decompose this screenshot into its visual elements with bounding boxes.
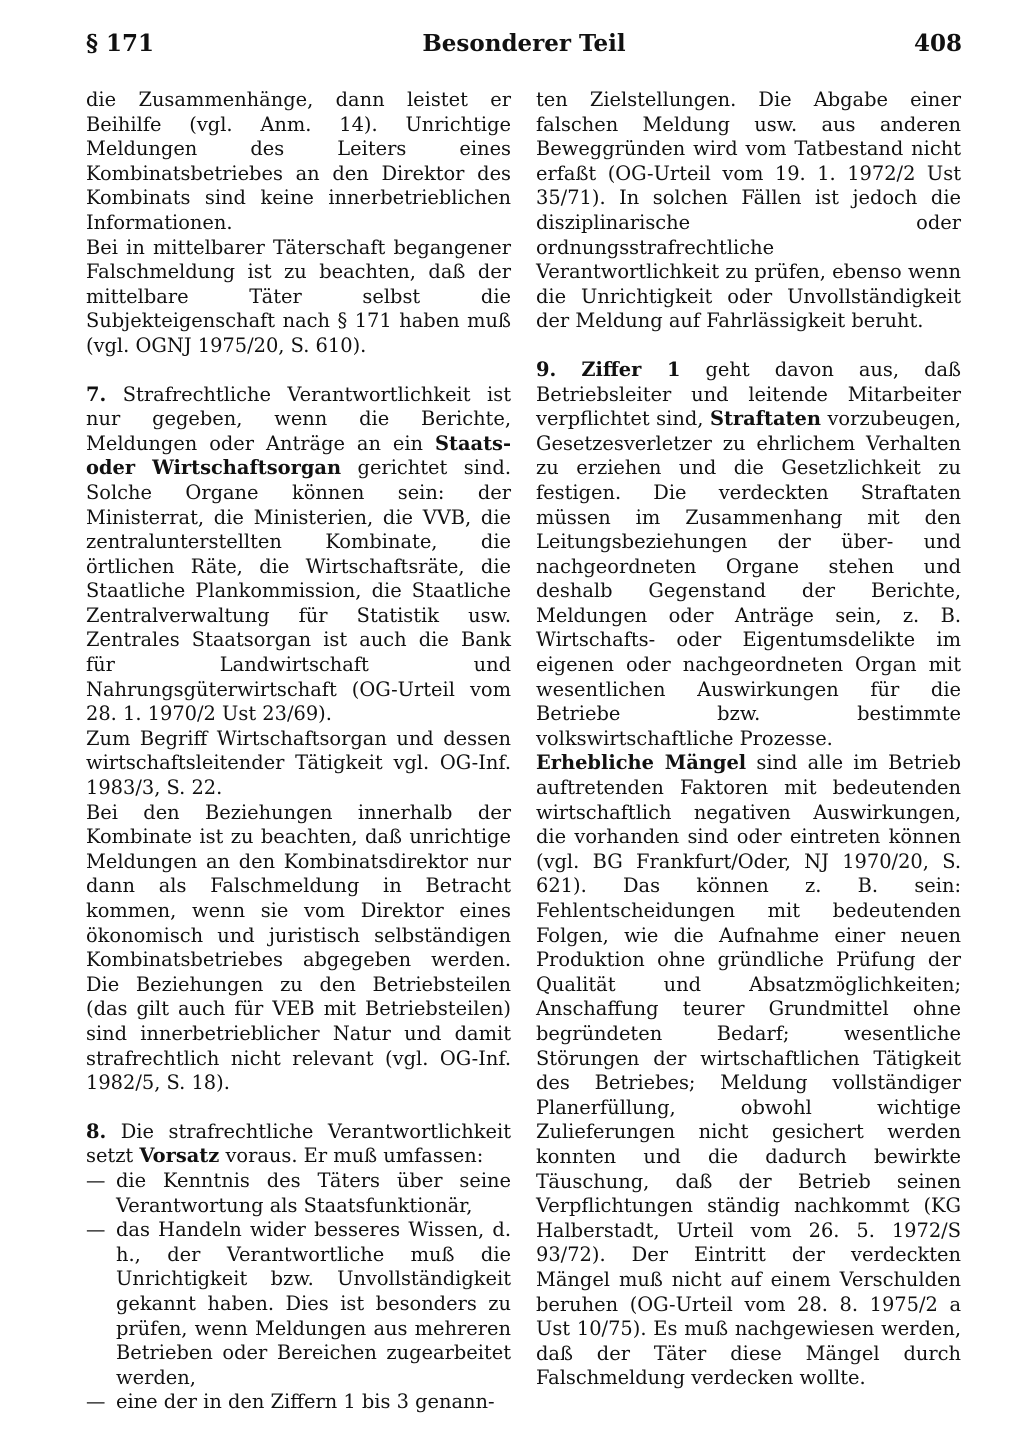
annotation-7 — [86, 383, 511, 727]
annotation-text: Strafrechtliche Verantwortlichkeit ist nur gegeben, wenn die Berichte, Meldungen oder Anträge an ein — [86, 382, 511, 455]
dash-list — [86, 1169, 511, 1415]
bold-term: Erhebliche Mängel — [536, 751, 747, 775]
annotation-number: 8. — [86, 1119, 107, 1143]
paragraph — [536, 751, 961, 1390]
annotation-number: 9. — [536, 357, 557, 381]
bold-term: Staats- oder Wirtschaftsorgan — [86, 431, 512, 480]
bold-term: Ziffer 1 — [581, 357, 681, 381]
page-number: 408 — [913, 30, 962, 57]
annotation-text: geht davon aus, daß Betriebsleiter und leitende Mitarbeiter verpflichtet sind, — [536, 357, 962, 431]
paragraph: Bei in mittelbarer Täterschaft begangener Falschmeldung ist zu beachten, daß der mittelbare Täter selbst die Subjekteigenschaft nach § 171 haben muß (vgl. OGNJ 1975/20, S. 610). — [86, 235, 511, 357]
paragraph: ten Zielstellungen. Die Abgabe einer falschen Meldung usw. aus anderen Beweggründen wird vom Tatbestand nicht erfaßt (OG-Urteil vom 19. 1. 1972/2 Ust 35/71). In solchen Fällen ist jedoch die disziplinarische oder ordnungsstrafrechtliche Verantwortlichkeit zu prüfen, ebenso wenn die Unrichtigkeit oder Unvollständigkeit der Meldung auf Fahrlässigkeit beruht. — [536, 88, 961, 333]
page-header — [86, 30, 962, 66]
running-title: Besonderer Teil — [422, 30, 626, 57]
right-column — [536, 88, 961, 1391]
annotation-text: vorzubeugen, Gesetzesverletzer zu ehrlichem Verhalten zu erziehen und die Gesetzlichkeit zu festigen. Die verdeckten Straftaten müssen im Zusammenhang mit den Leitungsbeziehungen der über- und nachgeordneten Organe stehen und deshalb Gegenstand der Berichte, Meldungen oder Anträge sein, z. B. Wirtschafts- oder Eigentumsdelikte im eigenen oder nachgeordneten Organ mit wesentlichen Auswirkungen für die Betriebe bzw. bestimmte volkswirtschaftliche Prozesse. — [536, 407, 961, 750]
bold-term: Straftaten — [709, 407, 821, 431]
left-column — [86, 88, 511, 1415]
annotation-8 — [86, 1120, 511, 1169]
annotation-text: Die strafrechtliche Verantwortlichkeit setzt — [86, 1119, 511, 1168]
list-item: — das Handeln wider besseres Wissen, d. h., der Verantwortliche muß die Unrichtigkeit bzw. Unvollständigkeit gekannt haben. Dies ist besonders zu prüfen, wenn Meldungen aus mehreren Betrieben oder Bereichen zugearbeitet werden, — [86, 1218, 511, 1390]
annotation-text: voraus. Er muß umfassen: — [225, 1144, 484, 1168]
paragraph: die Zusammenhänge, dann leistet er Beihilfe (vgl. Anm. 14). Unrichtige Meldungen des Leiters eines Kombinatsbetriebes an den Direktor des Kombinats sind keine innerbetrieblichen Informationen. — [86, 88, 511, 234]
paragraph: Zum Begriff Wirtschaftsorgan und dessen wirtschaftsleitender Tätigkeit vgl. OG-Inf. 1983/3, S. 22. — [86, 726, 511, 800]
section-number: § 171 — [86, 30, 155, 57]
annotation-number: 7. — [86, 382, 107, 406]
paragraph-text: sind alle im Betrieb auftretenden Faktoren mit bedeutenden wirtschaftlich negativen Auswirkungen, die vorhanden sind oder eintreten können (vgl. BG Frankfurt/Oder, NJ 1970/20, S. 621). Das können z. B. sein: Fehlentscheidungen mit bedeutenden Folgen, wie die Aufnahme einer neuen Produktion ohne gründliche Prüfung der Qualität und Absatzmöglichkeiten; Anschaffung teurer Grundmittel ohne begründeten Bedarf; wesentliche Störungen der wirtschaftlichen Tätigkeit des Betriebes; Meldung vollständiger Planerfüllung, obwohl wichtige Zulieferungen nicht gesichert werden konnten und die dadurch bewirkte Täuschung, daß der Betrieb seinen Verpflichtungen ständig nachkommt (KG Halberstadt, Urteil vom 26. 5. 1972/S 93/72). Der Eintritt der verdeckten Mängel muß nicht auf einem Verschulden beruhen (OG-Urteil vom 28. 8. 1975/2 a Ust 10/75). Es muß nachgewiesen werden, daß der Täter diese Mängel durch Falschmeldung verdecken wollte. — [536, 751, 961, 1390]
annotation-text: gerichtet sind. Solche Organe können sein: der Ministerrat, die Ministerien, die VVB, die zentralunterstellten Kombinate, die örtlichen Räte, die Wirtschaftsräte, die Staatliche Plankommission, die Staatliche Zentralverwaltung für Statistik usw. Zentrales Staatsorgan ist auch die Bank für Landwirtschaft und Nahrungsgüterwirtschaft (OG-Urteil vom 28. 1. 1970/2 Ust 23/69). — [86, 456, 512, 726]
bold-term: Vorsatz — [139, 1144, 220, 1168]
list-item: — die Kenntnis des Täters über seine Verantwortung als Staatsfunktionär, — [86, 1169, 511, 1218]
list-item: — eine der in den Ziffern 1 bis 3 genann- — [86, 1390, 511, 1415]
paragraph: Bei den Beziehungen innerhalb der Kombinate ist zu beachten, daß unrichtige Meldungen an den Kombinatsdirektor nur dann als Falschmeldung in Betracht kommen, wenn sie vom Direktor eines ökonomisch und juristisch selbständigen Kombinatsbetriebes abgegeben werden. Die Beziehungen zu den Betriebsteilen (das gilt auch für VEB mit Betriebsteilen) sind innerbetrieblicher Natur und damit strafrechtlich nicht relevant (vgl. OG-Inf. 1982/5, S. 18). — [86, 800, 511, 1095]
annotation-9 — [536, 358, 961, 752]
